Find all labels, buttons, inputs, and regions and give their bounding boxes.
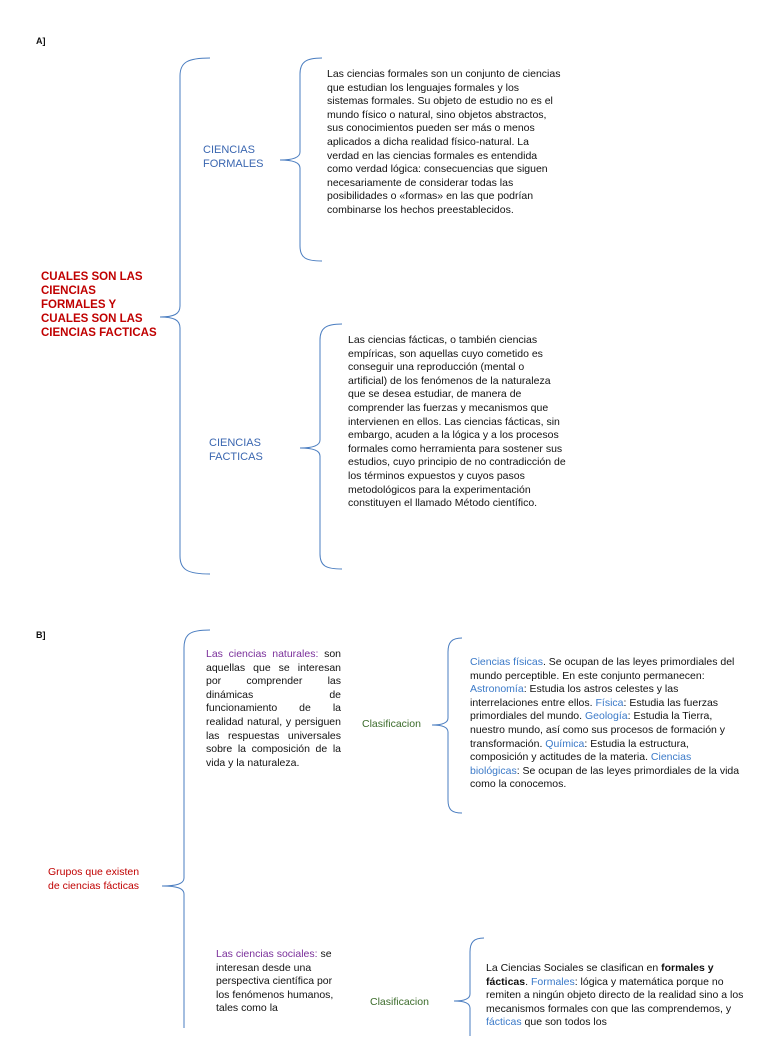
main-brace-a	[150, 56, 220, 578]
term-geologia: Geología	[584, 710, 628, 723]
ciencias-naturales-text: son aquellas que se interesan por comprender las dinámicas de funcionamiento de la realidad natural, y persiguen las respuestas universales sobre la composición de la vida y la naturaleza.	[206, 648, 342, 769]
formales-text: : lógica y matemática porque no remiten a ningún objeto directo de la realidad sino a los mecanismos formales con que las comprendemos, y	[486, 975, 744, 1015]
term-ciencias-fisicas: Ciencias físicas	[470, 656, 543, 668]
biologicas-text: : Se ocupan de las leyes primordiales de la vida como la conocemos.	[470, 764, 740, 791]
ciencias-facticas-label: CIENCIAS FACTICAS	[209, 437, 263, 463]
term-fisica: Física	[595, 696, 624, 709]
clasificacion-naturales-text	[470, 656, 740, 792]
geologia-text: : Estudia la Tierra, nuestro mundo, así como sus procesos de formación y transformación.	[470, 710, 726, 750]
ciencias-sociales-title: Las ciencias sociales:	[216, 948, 318, 960]
facticas-text: que son todos los	[521, 1016, 607, 1029]
brace-facticas	[290, 322, 350, 572]
term-quimica: Química	[545, 737, 585, 750]
ciencias-formales-label: CIENCIAS FORMALES	[203, 144, 264, 170]
root-topic-b: Grupos que existen de ciencias fácticas	[48, 866, 140, 892]
clasificacion-sociales-label: Clasificacion	[370, 996, 429, 1008]
clasificacion-sociales-text	[486, 962, 750, 1030]
fisica-text: : Estudia las fuerzas primordiales del mundo.	[470, 696, 719, 723]
sociales-bold: formales y fácticas	[486, 962, 714, 988]
sociales-intro: La Ciencias Sociales se clasifican en	[486, 962, 662, 974]
sociales-dot: .	[525, 975, 531, 988]
section-b-label: B]	[36, 630, 46, 640]
clasificacion-naturales-label: Clasificacion	[362, 718, 421, 730]
term-ciencias-biologicas: Ciencias biológicas	[470, 751, 692, 777]
root-topic-a: CUALES SON LAS CIENCIAS FORMALES Y CUALES SON LAS CIENCIAS FACTICAS	[41, 271, 157, 339]
term-formales: Formales	[530, 975, 575, 988]
ciencias-naturales-block	[206, 648, 341, 770]
ciencias-sociales-text: se interesan desde una perspectiva científica por los fenómenos humanos, tales como la	[216, 948, 334, 1015]
astronomia-text: : Estudia los astros celestes y las interrelaciones entre ellos.	[470, 683, 679, 709]
quimica-text: : Estudia la estructura, composición y actitudes de la materia.	[470, 737, 689, 764]
brace-clasificacion-sociales	[440, 936, 490, 1036]
section-a-label: A]	[36, 36, 46, 46]
brace-clasificacion-naturales	[422, 636, 472, 818]
fisicas-text: . Se ocupan de las leyes primordiales del mundo perceptible. En este conjunto permanecen:	[470, 656, 735, 682]
ciencias-sociales-block	[216, 948, 338, 1016]
ciencias-naturales-title: Las ciencias naturales:	[206, 648, 319, 660]
formales-description: Las ciencias formales son un conjunto de ciencias que estudian los lenguajes formales y los sistemas formales. Su objeto de estudio no es el mundo físico o natural, sino objetos abstractos, sus conocimientos pueden ser más o menos aplicados a dicha realidad físico-natural. La verdad en las ciencias formales es entendida como verdad lógica: consecuencias que siguen necesariamente de considerar todas las posibilidades o «formas» en las que podrían combinarse los hechos preestablecidos.	[327, 68, 561, 216]
term-astronomia: Astronomía	[470, 683, 524, 696]
facticas-description: Las ciencias fácticas, o también ciencias empíricas, son aquellas cuyo cometido es conseguir una reproducción (mental o artificial) de los fenómenos de la naturaleza que se desea estudiar, de manera de comprender las fuerzas y mecanismos que intervienen en ellos. Las ciencias fácticas, sin embargo, acuden a la lógica y a los procesos formales como herramienta para sostener sus estudios, cuyo principio de no contradicción de los términos expuestos y cuyos pasos metodológicos para la experimentación constituyen el llamado Método científico.	[348, 334, 566, 510]
brace-formales	[270, 56, 330, 264]
term-facticas: fácticas	[486, 1016, 522, 1029]
